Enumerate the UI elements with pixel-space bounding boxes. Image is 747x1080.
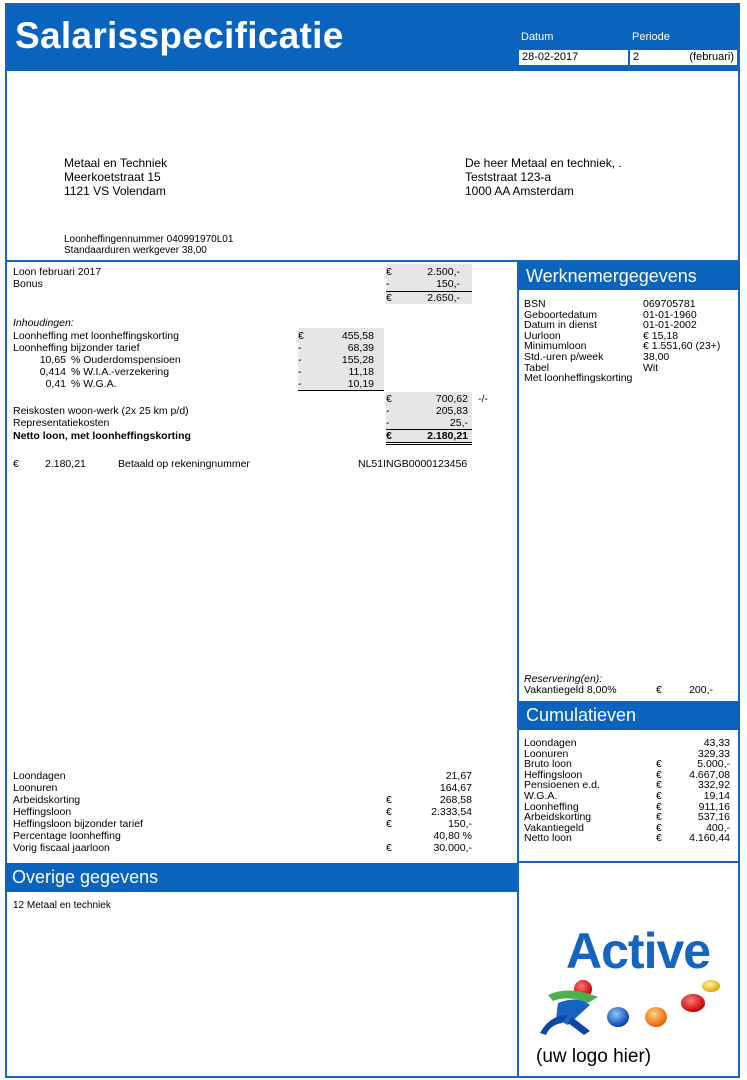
werknemer-row-value: 01-01-1960 xyxy=(643,308,697,321)
werknemer-row-label: BSN xyxy=(524,298,546,310)
period-stat-value: 164,67 xyxy=(439,782,472,794)
employee-city: 1000 AA Amsterdam xyxy=(465,184,574,198)
rule-netto-double-2 xyxy=(386,444,472,445)
werknemer-row-label: Uurloon xyxy=(524,329,561,342)
netto-value: 2.180,21 xyxy=(427,430,468,442)
lh-bijzonder-sign: - xyxy=(298,342,302,354)
vakantiegeld-cur: € xyxy=(656,684,662,696)
divider-cumulatieven xyxy=(517,861,740,863)
period-stat-value: 30.000,- xyxy=(433,842,472,854)
inhoudingen-label: Inhoudingen: xyxy=(13,317,74,329)
pensioen-label: % Ouderdomspensioen xyxy=(71,354,181,366)
periode-value: 2 xyxy=(633,51,640,63)
vakantiegeld-value: 200,- xyxy=(689,684,713,696)
employee-name: De heer Metaal en techniek, . xyxy=(465,156,622,170)
lh-korting-label: Loonheffing met loonheffingskorting xyxy=(13,330,179,342)
cumulatief-value: 329,33 xyxy=(697,747,730,760)
represent-value: 25,- xyxy=(449,417,468,429)
employee-street: Teststraat 123-a xyxy=(465,170,552,184)
cumulatief-label: Loonuren xyxy=(524,747,569,760)
pay-cur: € xyxy=(13,458,19,470)
wga-pct: 0,41 xyxy=(45,378,66,390)
werknemer-row-value: Wit xyxy=(643,361,659,374)
period-stat-cur: € xyxy=(386,818,392,830)
period-stat-label: Heffingsloon bijzonder tarief xyxy=(13,818,143,830)
cumulatief-cur: € xyxy=(656,790,662,802)
wga-label: % W.G.A. xyxy=(71,378,117,390)
cumulatief-label: Arbeidskorting xyxy=(524,811,592,824)
pensioen-pct: 10,65 xyxy=(39,354,66,366)
lh-bijzonder-label: Loonheffing bijzonder tarief xyxy=(13,342,140,354)
loonheffingennummer: Loonheffingennummer 040991970L01 xyxy=(64,234,234,245)
werknemer-row-label: Geboortedatum xyxy=(524,308,597,321)
pensioen-value: 155,28 xyxy=(341,354,374,366)
cumulatief-cur: € xyxy=(656,768,662,781)
bonus-sign: - xyxy=(386,278,390,290)
represent-label: Representatiekosten xyxy=(13,417,110,429)
wga-value: 10,19 xyxy=(347,378,374,390)
werknemer-row-value: 01-01-2002 xyxy=(643,319,697,332)
period-stat-label: Arbeidskorting xyxy=(13,794,81,806)
cumulatief-label: Loondagen xyxy=(524,737,577,749)
periode-month: (februari) xyxy=(689,51,734,63)
cumulatief-value: 4.160,44 xyxy=(689,832,730,845)
loon-value: 2.500,- xyxy=(427,266,460,278)
inh-total-value: 700,62 xyxy=(435,393,468,405)
pensioen-sign: - xyxy=(298,354,302,366)
cumulatief-value: 537,16 xyxy=(697,811,730,824)
bonus-value: 150,- xyxy=(436,278,460,290)
reiskosten-sign: - xyxy=(386,405,390,417)
wga-sign: - xyxy=(298,378,302,390)
wia-pct: 0,414 xyxy=(39,366,66,378)
bonus-label: Bonus xyxy=(13,278,43,290)
cumulatief-cur: € xyxy=(656,821,662,834)
werknemer-row-value: 38,00 xyxy=(643,351,670,363)
netto-cur: € xyxy=(386,430,392,442)
logo-caption: (uw logo hier) xyxy=(536,1046,652,1067)
pay-amount: 2.180,21 xyxy=(45,458,86,470)
logo-brand: Active xyxy=(566,923,711,979)
reiskosten-value: 205,83 xyxy=(435,405,468,417)
period-stat-value: 40,80 % xyxy=(433,830,472,842)
werknemer-row-label: Datum in dienst xyxy=(524,319,597,332)
period-stat-cur: € xyxy=(386,806,392,818)
cumulatief-value: 5.000,- xyxy=(697,758,730,771)
cumulatief-value: 19,14 xyxy=(703,790,730,802)
employer-city: 1121 VS Volendam xyxy=(64,184,166,198)
subtotal-value: 2.650,- xyxy=(427,292,460,304)
cumulatief-cur: € xyxy=(656,779,662,792)
reservering-label: Reservering(en): xyxy=(524,673,603,685)
standaarduren: Standaarduren werkgever 38,00 xyxy=(64,245,207,256)
subtotal-cur: € xyxy=(386,292,392,304)
period-stat-value: 2.333,54 xyxy=(431,806,472,818)
period-stat-value: 21,67 xyxy=(445,770,472,782)
datum-value: 28-02-2017 xyxy=(519,50,628,65)
cumulatief-label: Heffingsloon xyxy=(524,768,583,781)
divider-right-column xyxy=(517,260,519,1078)
cumulatief-label: W.G.A. xyxy=(524,790,558,802)
represent-sign: - xyxy=(386,417,390,429)
rule-netto-double-1 xyxy=(386,442,472,443)
cumulatief-value: 332,92 xyxy=(697,779,730,792)
inh-total-cur: € xyxy=(386,393,392,405)
period-stat-label: Vorig fiscaal jaarloon xyxy=(13,842,110,854)
cumulatief-value: 43,33 xyxy=(703,737,730,749)
cumulatieven-header: Cumulatieven xyxy=(519,701,740,730)
wia-value: 11,18 xyxy=(348,366,374,378)
loon-label: Loon februari 2017 xyxy=(13,266,102,278)
datum-label: Datum xyxy=(521,31,554,43)
netto-label: Netto loon, met loonheffingskorting xyxy=(13,430,191,442)
period-stat-label: Loondagen xyxy=(13,770,66,782)
cumulatief-value: 4.667,08 xyxy=(689,768,730,781)
period-stat-value: 150,- xyxy=(448,818,472,830)
cumulatief-cur: € xyxy=(656,832,662,845)
werknemer-row-value: € 1.551,60 (23+) xyxy=(643,340,721,353)
periode-label: Periode xyxy=(632,31,670,43)
employer-name: Metaal en Techniek xyxy=(64,156,168,170)
lh-korting-value: 455,58 xyxy=(341,330,374,342)
cumulatief-label: Pensioenen e.d. xyxy=(524,779,600,792)
werknemer-row-label: Minimumloon xyxy=(524,340,587,353)
inh-total-suffix: -/- xyxy=(478,393,488,405)
page-title: Salarisspecificatie xyxy=(15,15,344,56)
cumulatief-value: 911,16 xyxy=(698,800,730,813)
cumulatief-cur: € xyxy=(656,811,662,824)
werknemer-row-value: 069705781 xyxy=(643,298,696,310)
werknemer-header: Werknemergegevens xyxy=(519,262,740,290)
werknemer-row-label: Std.-uren p/week xyxy=(524,351,604,363)
cumulatief-label: Vakantiegeld xyxy=(524,821,584,834)
vakantiegeld-label: Vakantiegeld 8,00% xyxy=(524,684,617,696)
lh-korting-cur: € xyxy=(298,330,304,342)
period-stat-label: Heffingsloon xyxy=(13,806,72,818)
logo-figure-icon xyxy=(528,975,728,1040)
cumulatief-label: Loonheffing xyxy=(524,800,579,813)
reiskosten-label: Reiskosten woon-werk (2x 25 km p/d) xyxy=(13,405,189,417)
werknemer-row-label: Met loonheffingskorting xyxy=(524,372,633,385)
period-stat-value: 268,58 xyxy=(439,794,472,806)
wia-sign: - xyxy=(298,366,302,378)
pay-label: Betaald op rekeningnummer xyxy=(118,458,250,470)
period-stat-label: Loonuren xyxy=(13,782,58,794)
cumulatief-label: Bruto loon xyxy=(524,758,572,771)
employer-street: Meerkoetstraat 15 xyxy=(64,170,161,184)
rule-inhoudingen xyxy=(298,390,384,391)
pay-iban: NL51INGB0000123456 xyxy=(358,458,468,470)
cumulatief-label: Netto loon xyxy=(524,832,572,845)
period-stat-label: Percentage loonheffing xyxy=(13,830,121,842)
cumulatief-value: 400,- xyxy=(706,821,730,834)
werknemer-row-label: Tabel xyxy=(524,361,550,374)
period-stat-cur: € xyxy=(386,794,392,806)
overige-header: Overige gegevens xyxy=(5,863,517,892)
werknemer-row-value: € 15,18 xyxy=(643,329,679,342)
loon-cur: € xyxy=(386,266,392,278)
overige-text: 12 Metaal en techniek xyxy=(13,900,111,911)
cumulatief-cur: € xyxy=(656,758,662,771)
cumulatief-cur: € xyxy=(656,800,662,813)
period-stat-cur: € xyxy=(386,842,392,854)
wia-label: % W.I.A.-verzekering xyxy=(71,366,170,378)
lh-bijzonder-value: 68,39 xyxy=(347,342,374,354)
